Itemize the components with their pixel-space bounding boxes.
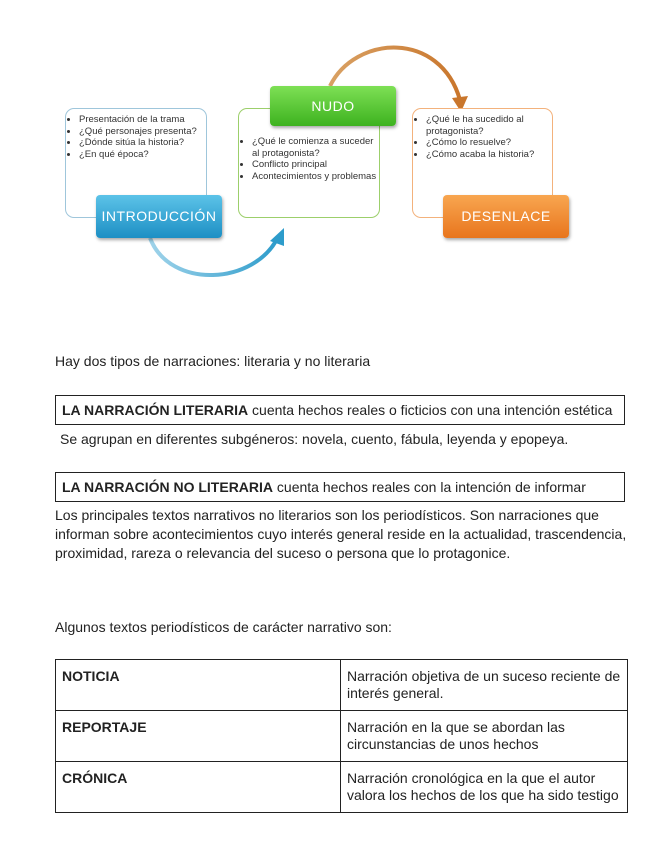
journalistic-texts-title: Algunos textos periodísticos de carácter narrativo son: <box>55 619 392 635</box>
table-row <box>56 660 628 711</box>
introduccion-item: • Presentación de la trama <box>79 114 206 126</box>
table-term: NOTICIA <box>56 660 341 711</box>
introduccion-item: • ¿Qué personajes presenta? <box>79 126 206 138</box>
introduccion-item: • ¿En qué época? <box>79 149 206 161</box>
literaria-definition-box <box>55 395 625 425</box>
arrow-intro-to-nudo <box>150 237 278 275</box>
table-term: REPORTAJE <box>56 711 341 762</box>
table-description: Narración cronológica en la que el autor valora los hechos de los que ha sido testigo <box>341 762 628 813</box>
table-row <box>56 762 628 813</box>
desenlace-item: • ¿Qué le ha sucedido al protagonista? <box>426 114 552 137</box>
table-description: Narración objetiva de un suceso reciente de interés general. <box>341 660 628 711</box>
literaria-term: LA NARRACIÓN LITERARIA <box>62 402 249 418</box>
literaria-definition: cuenta hechos reales o ficticios con una intención estética <box>248 402 613 418</box>
nudo-item: • Acontecimientos y problemas <box>252 171 379 183</box>
nudo-label: NUDO <box>270 86 396 126</box>
arrow-intro-to-nudo-head <box>270 228 284 246</box>
nudo-item: • ¿Qué le comienza a suceder al protagonista? <box>252 136 379 159</box>
desenlace-item: • ¿Cómo lo resuelve? <box>426 137 552 149</box>
table-row <box>56 711 628 762</box>
nudo-item: • Conflicto principal <box>252 159 379 171</box>
journalistic-texts-table <box>55 659 628 813</box>
no-literaria-definition: cuenta hechos reales con la intención de informar <box>273 479 586 495</box>
table-description: Narración en la que se abordan las circunstancias de unos hechos <box>341 711 628 762</box>
desenlace-item: • ¿Cómo acaba la historia? <box>426 149 552 161</box>
desenlace-label: DESENLACE <box>443 195 569 238</box>
narrative-structure-diagram <box>0 0 661 290</box>
narration-types-intro: Hay dos tipos de narraciones: literaria y no literaria <box>55 353 371 369</box>
table-term: CRÓNICA <box>56 762 341 813</box>
no-literaria-note: Los principales textos narrativos no literarios son los periodísticos. Son narraciones que informan sobre acontecimientos cuyo interés general reside en la actualidad, trascendencia, proximidad, rareza o relevancia del suceso o persona que lo protagonice. <box>55 507 627 561</box>
no-literaria-definition-box <box>55 472 625 502</box>
introduccion-label: INTRODUCCIÓN <box>96 195 222 238</box>
no-literaria-term: LA NARRACIÓN NO LITERARIA <box>62 479 274 495</box>
literaria-note: Se agrupan en diferentes subgéneros: novela, cuento, fábula, leyenda y epopeya. <box>60 431 569 447</box>
introduccion-item: • ¿Dónde sitúa la historia? <box>79 137 206 149</box>
